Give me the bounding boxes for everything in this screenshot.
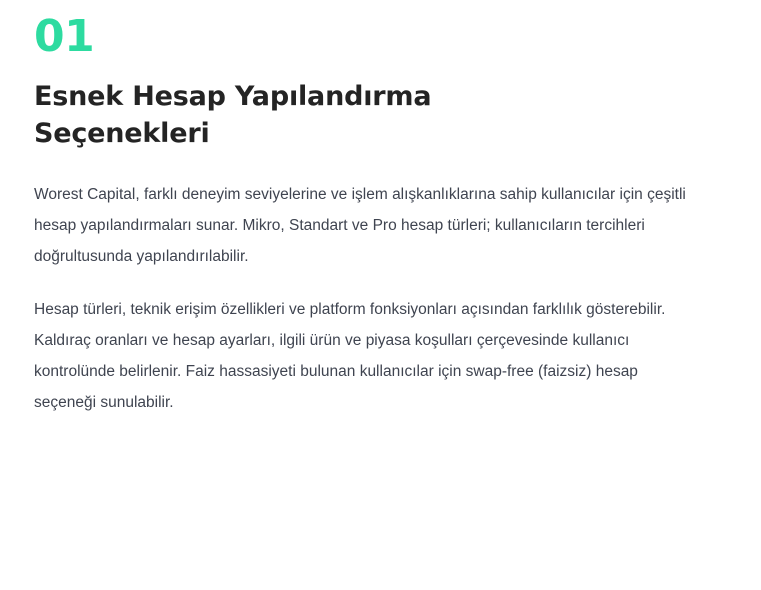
page-title: Esnek Hesap Yapılandırma Seçenekleri xyxy=(34,81,432,150)
body-paragraph: Hesap türleri, teknik erişim özellikleri ve platform fonksiyonları açısından farklılık gösterebilir. Kaldıraç oranları ve hesap ayarları, ilgili ürün ve piyasa koşulları çerçevesinde kullanıcı kontrolünde belirlenir. Faiz hassasiyeti bulunan kullanıcılar için swap-free (faizsiz) hesap seçeneği sunulabilir. xyxy=(34,300,666,411)
body-paragraph: Worest Capital, farklı deneyim seviyelerine ve işlem alışkanlıklarına sahip kullanıcılar için çeşitli hesap yapılandırmaları sunar. Mikro, Standart ve Pro hesap türleri; kullanıcıların tercihleri doğrultusunda yapılandırılabilir. xyxy=(34,185,686,265)
section-number: 01 xyxy=(34,11,95,62)
